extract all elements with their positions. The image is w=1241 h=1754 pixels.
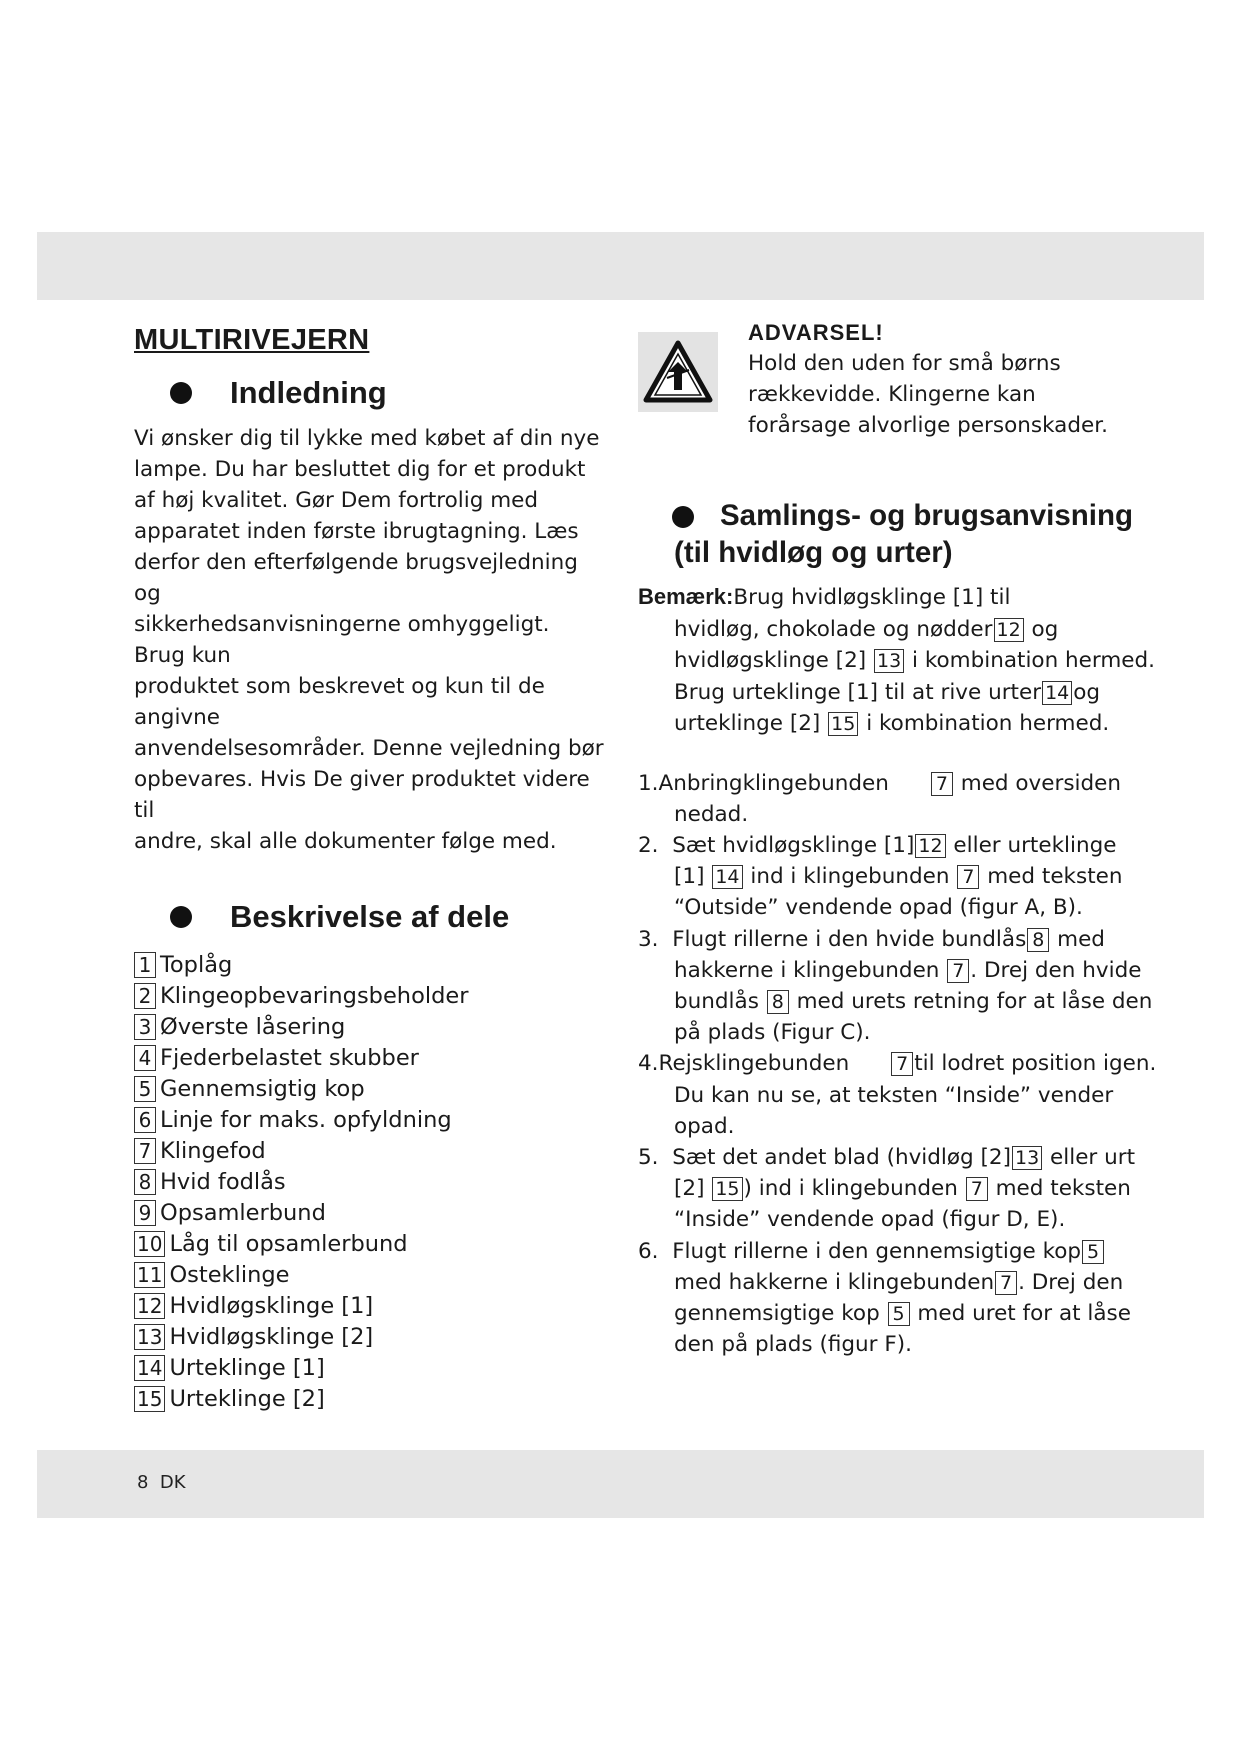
part-number: 4 [134, 1045, 156, 1071]
warning-line: rækkevidde. Klingerne kan [748, 382, 1036, 407]
step-text: eller urt [1050, 1144, 1136, 1170]
part-number: 10 [134, 1231, 165, 1257]
warning-line: forårsage alvorlige personskader. [748, 413, 1108, 438]
part-ref: 14 [1042, 681, 1072, 705]
part-label: Hvidløgsklinge [1] [169, 1292, 374, 1319]
intro-line: af høj kvalitet. Gør Dem fortrolig med [134, 488, 539, 513]
list-item [134, 1228, 604, 1259]
step-text: ) ind i klingebunden [743, 1176, 958, 1202]
step-text: . Drej den [1018, 1269, 1124, 1295]
step-text: Sæt det andet blad (hvidløg [2] [672, 1144, 1011, 1170]
intro-line: lampe. Du har besluttet dig for et produkt [134, 457, 586, 482]
part-ref: 13 [874, 649, 904, 673]
bullet-icon [170, 906, 192, 928]
step-text: 1.Anbringklingebunden [638, 770, 889, 796]
step-number: 6. [638, 1238, 659, 1264]
step-number: 2. [638, 832, 659, 858]
intro-line: andre, skal alle dokumenter følge med. [134, 829, 557, 854]
part-label: Låg til opsamlerbund [169, 1230, 408, 1257]
step-text: [1] [674, 864, 705, 890]
header-band [37, 232, 1204, 300]
part-label: Toplåg [160, 951, 233, 978]
step-text: eller urteklinge [953, 832, 1117, 858]
list-item [134, 1259, 604, 1290]
part-ref: 13 [1012, 1146, 1042, 1170]
step-text: med teksten [987, 864, 1123, 890]
step-text: Flugt rillerne i den gennemsigtige kop [672, 1238, 1082, 1264]
note-block [638, 581, 1178, 740]
note-line: Brug hvidløgsklinge [1] til [733, 585, 1011, 610]
part-number: 9 [134, 1200, 156, 1226]
list-item [134, 1104, 604, 1135]
part-label: Klingeopbevaringsbeholder [160, 982, 469, 1009]
step-text: nedad. [674, 801, 749, 827]
step-text: ind i klingebunden [750, 864, 950, 890]
note-text: og [1031, 616, 1059, 642]
step-text: hakkerne i klingebunden [674, 957, 940, 983]
list-item [134, 1383, 604, 1414]
note-text: Brug urteklinge [1] til at rive urter [674, 679, 1042, 705]
warning-box [638, 320, 1178, 441]
warning-line: Hold den uden for små børns [748, 351, 1061, 376]
intro-line: produktet som beskrevet og kun til de angivne [134, 674, 545, 730]
intro-line: apparatet inden første ibrugtagning. Læs [134, 519, 579, 544]
warning-title: ADVARSEL! [748, 320, 884, 345]
parts-heading [134, 899, 604, 935]
assembly-heading [638, 497, 1178, 571]
part-number: 15 [134, 1386, 165, 1412]
part-number: 5 [134, 1076, 156, 1102]
list-item [134, 980, 604, 1011]
step-text: opad. [674, 1113, 735, 1139]
part-ref: 7 [957, 865, 979, 889]
warning-icon [638, 332, 718, 412]
step-text: “Outside” vendende opad (figur A, B). [674, 895, 1083, 921]
warning-text [748, 348, 1108, 441]
list-item [134, 1321, 604, 1352]
part-label: Øverste låsering [160, 1013, 346, 1040]
part-ref: 7 [966, 1177, 988, 1201]
part-label: Urteklinge [2] [169, 1385, 325, 1412]
steps-list [638, 768, 1178, 1361]
note-text: urteklinge [2] [674, 711, 821, 736]
step-text: Flugt rillerne i den hvide bundlås [672, 926, 1027, 952]
list-item [134, 1135, 604, 1166]
page-title: MULTIRIVEJERN [134, 324, 370, 356]
step-text: med oversiden [960, 770, 1122, 796]
part-ref: 15 [828, 712, 858, 736]
part-number: 8 [134, 1169, 156, 1195]
part-ref: 14 [712, 865, 742, 889]
part-ref: 8 [1027, 928, 1049, 952]
step-number: 3. [638, 926, 659, 952]
list-item [134, 1011, 604, 1042]
intro-line: anvendelsesområder. Denne vejledning bør [134, 736, 604, 761]
part-label: Klingefod [160, 1137, 266, 1164]
part-ref: 7 [995, 1271, 1017, 1295]
list-item [134, 1197, 604, 1228]
note-label: Bemærk: [638, 584, 734, 609]
parts-list [134, 949, 604, 1414]
part-number: 6 [134, 1107, 156, 1133]
list-item [134, 1352, 604, 1383]
step-text: Sæt hvidløgsklinge [1] [672, 832, 915, 858]
part-label: Opsamlerbund [160, 1199, 326, 1226]
part-number: 14 [134, 1355, 165, 1381]
note-text: i kombination hermed. [912, 648, 1156, 673]
intro-heading [134, 375, 604, 411]
list-item [134, 1166, 604, 1197]
language-code: DK [159, 1472, 186, 1493]
part-label: Urteklinge [1] [169, 1354, 325, 1381]
intro-line: opbevares. Hvis De giver produktet videre til [134, 767, 590, 823]
step-text: med [1057, 926, 1105, 952]
step-text: med hakkerne i klingebunden [674, 1269, 995, 1295]
left-column [134, 320, 604, 1414]
part-ref: 7 [947, 959, 969, 983]
bullet-icon [672, 506, 694, 528]
part-number: 2 [134, 983, 156, 1009]
part-number: 3 [134, 1014, 156, 1040]
parts-heading-text: Beskrivelse af dele [230, 899, 510, 934]
step-text: gennemsigtige kop [674, 1300, 880, 1326]
part-ref: 12 [915, 834, 945, 858]
step-text: med uret for at låse [917, 1300, 1131, 1326]
step-text: 4.Rejsklingebunden [638, 1051, 850, 1077]
part-ref: 12 [994, 618, 1024, 642]
step-text: til lodret position igen. [914, 1051, 1157, 1077]
part-label: Fjederbelastet skubber [160, 1044, 419, 1071]
step-text: med urets retning for at låse den [796, 988, 1153, 1014]
step-text: [2] [674, 1176, 705, 1202]
part-ref: 5 [1082, 1240, 1104, 1264]
step-text: den på plads (figur F). [674, 1332, 912, 1358]
list-item [134, 1042, 604, 1073]
page-number: 8 [137, 1472, 149, 1493]
step-text: bundlås [674, 988, 759, 1014]
intro-heading-text: Indledning [230, 375, 387, 410]
note-text: i kombination hermed. [866, 711, 1110, 736]
assembly-heading-line1: Samlings- og brugsanvisning [720, 499, 1134, 532]
part-label: Hvidløgsklinge [2] [169, 1323, 374, 1350]
step-text: . Drej den hvide [970, 957, 1142, 983]
intro-line: derfor den efterfølgende brugsvejledning og [134, 550, 578, 606]
step-text: “Inside” vendende opad (figur D, E). [674, 1207, 1066, 1233]
note-text: hvidløgsklinge [2] [674, 648, 867, 673]
bullet-icon [170, 382, 192, 404]
part-ref: 7 [891, 1052, 913, 1076]
part-number: 11 [134, 1262, 165, 1288]
right-column [638, 320, 1178, 1360]
step-text: med teksten [995, 1176, 1131, 1202]
footer-band [37, 1450, 1204, 1518]
part-ref: 7 [931, 772, 953, 796]
step-number: 5. [638, 1144, 659, 1170]
footer [137, 1472, 186, 1493]
part-ref: 5 [888, 1302, 910, 1326]
note-text: hvidløg, chokolade og nødder [674, 616, 993, 642]
part-label: Gennemsigtig kop [160, 1075, 365, 1102]
part-number: 7 [134, 1138, 156, 1164]
part-number: 13 [134, 1324, 165, 1350]
note-text: og [1073, 679, 1101, 705]
part-ref: 15 [712, 1177, 742, 1201]
step-text: på plads (Figur C). [674, 1020, 871, 1046]
list-item [134, 1290, 604, 1321]
part-ref: 8 [767, 990, 789, 1014]
part-label: Osteklinge [169, 1261, 290, 1288]
list-item [134, 1073, 604, 1104]
intro-line: Vi ønsker dig til lykke med købet af din nye [134, 426, 600, 451]
intro-line: sikkerhedsanvisningerne omhyggeligt. Brug kun [134, 612, 550, 668]
part-number: 1 [134, 952, 156, 978]
part-number: 12 [134, 1293, 165, 1319]
part-label: Hvid fodlås [160, 1168, 286, 1195]
intro-paragraph [134, 423, 604, 857]
assembly-heading-line2: (til hvidløg og urter) [674, 536, 953, 569]
list-item [134, 949, 604, 980]
part-label: Linje for maks. opfyldning [160, 1106, 452, 1133]
step-text: Du kan nu se, at teksten “Inside” vender [674, 1082, 1114, 1108]
